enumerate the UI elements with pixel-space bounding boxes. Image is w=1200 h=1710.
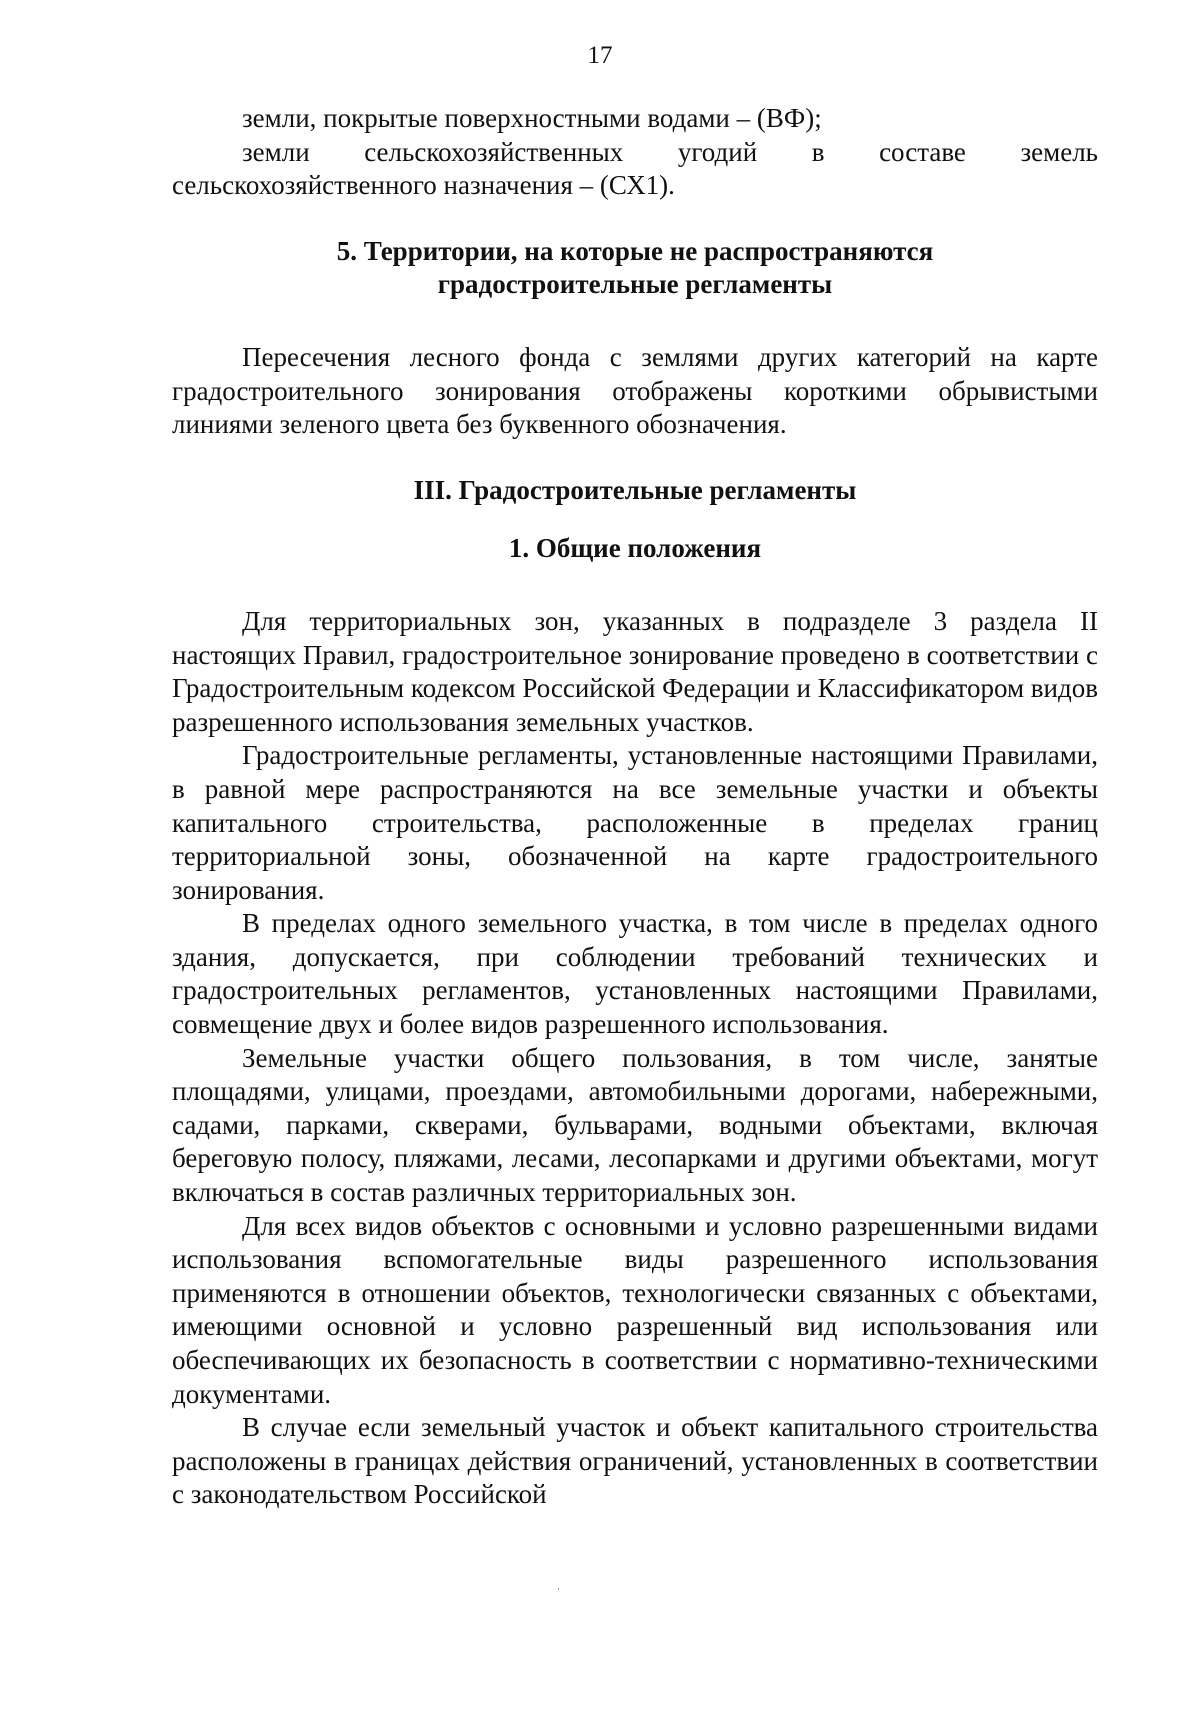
section-5-heading <box>172 235 1098 302</box>
document-body <box>172 102 1098 1512</box>
paragraph-combined-uses: В пределах одного земельного участка, в том числе в пределах одного здания, допускается, при соблюдении требований технических и градостроительных регламентов, установленных настоящими Правилами, совмещение двух и более видов разрешенного использования. <box>172 908 1098 1040</box>
page-number: 17 <box>587 42 613 69</box>
paragraph-public-lands: Земельные участки общего пользования, в том числе, занятые площадями, улицами, проездами, автомобильными дорогами, набережными, садами, парками, скверами, бульварами, водными объектами, включая береговую полосу, пляжами, лесами, лесопарками и другими объектами, могут включаться в состав различных территориальных зон. <box>172 1042 1098 1208</box>
intro-block <box>172 102 1098 203</box>
section-5-heading-line-1: 5. Территории, на которые не распространяются <box>336 235 934 266</box>
paragraph-auxiliary-uses: Для всех видов объектов с основными и условно разрешенными видами использования вспомогательные виды разрешенного использования применяются в отношении объектов, технологически связанных с объектами, имеющими основной и условно разрешенный вид использования или обеспечивающих их безопасность в соответствии с нормативно-техническими документами. <box>172 1210 1098 1409</box>
section-5-paragraph: Пересечения лесного фонда с землями других категорий на карте градостроительного зонирования отображены короткими обрывистыми линиями зеленого цвета без буквенного обозначения. <box>172 341 1098 440</box>
intro-line-water: земли, покрытые поверхностными водами – (ВФ); <box>242 103 822 133</box>
scan-speck <box>558 1588 559 1590</box>
intro-line-agricultural: земли сельскохозяйственных угодий в составе земель <box>242 136 1098 167</box>
paragraph-regulations-scope: Градостроительные регламенты, установленные настоящими Правилами, в равной мере распространяются на все земельные участки и объекты капитального строительства, расположенные в пределах границ территориальной зоны, обозначенной на карте градостроительного зонирования. <box>172 740 1098 905</box>
section-5-heading-line-2: градостроительные регламенты <box>437 269 833 300</box>
general-provisions-heading: 1. Общие положения <box>508 533 762 564</box>
intro-line-agricultural-purpose: сельскохозяйственного назначения – (СХ1). <box>172 170 675 201</box>
part-3-heading: III. Градостроительные регламенты <box>413 474 857 505</box>
paragraph-restrictions: В случае если земельный участок и объект капитального строительства расположены в границах действия ограничений, установленных в соответствии с законодательством Российской <box>172 1412 1098 1510</box>
paragraph-territorial-zones: Для территориальных зон, указанных в подразделе 3 раздела II настоящих Правил, градостроительное зонирование проведено в соответствии с Градостроительным кодексом Российской Федерации и Классификатором видов разрешенного использования земельных участков. <box>172 605 1098 737</box>
